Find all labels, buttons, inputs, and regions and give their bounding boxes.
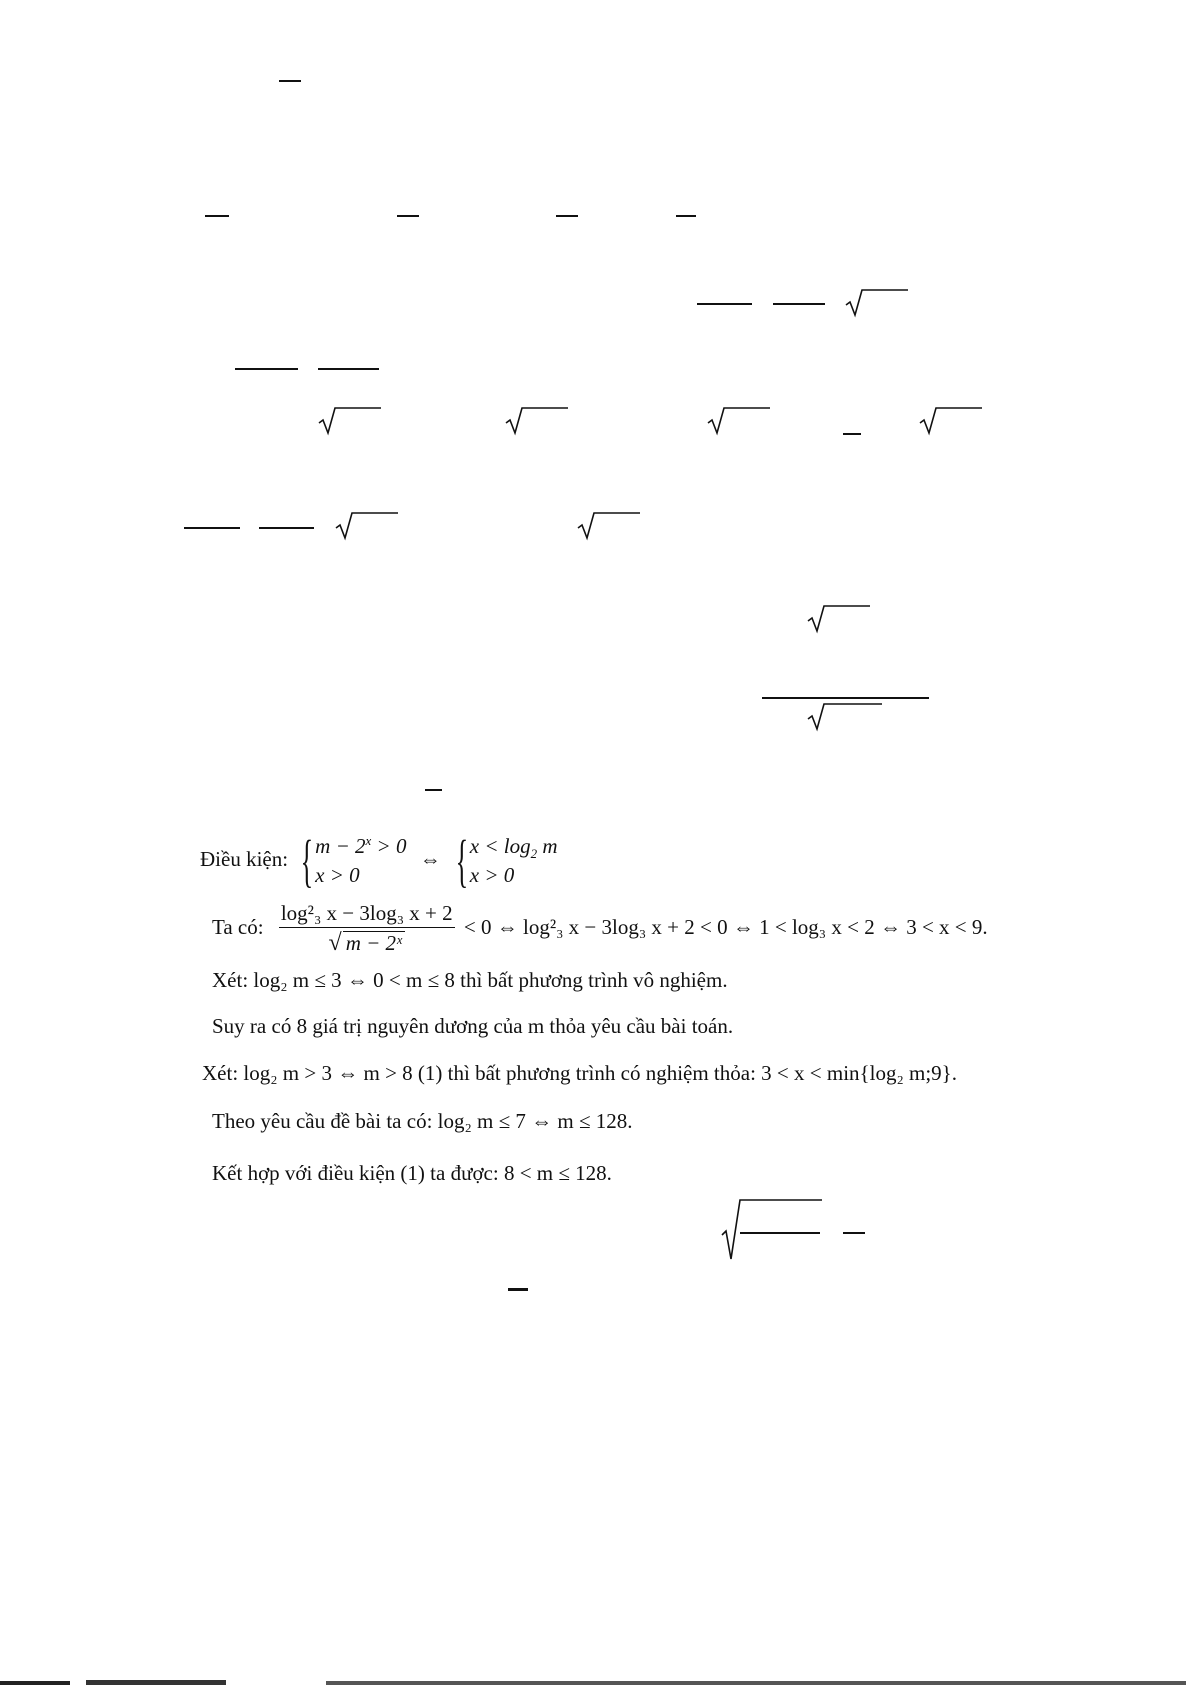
equiv-symbol: ⇔ bbox=[419, 846, 441, 871]
condition-system-left: { $m - 2^x > 0$ x > 0 bbox=[300, 828, 407, 893]
fraction-bar bbox=[697, 303, 752, 305]
case2-line: Xét: log₂ m > 3 ⇔ m > 8 (1) thì bất phương trình có nghiệm thỏa: 3 < x < min{log₂ m;9}. bbox=[202, 1061, 958, 1085]
ta-co-label: Ta có: bbox=[212, 914, 264, 939]
condition-system-right bbox=[454, 828, 558, 893]
condition-line bbox=[200, 828, 558, 893]
ta-co-fraction bbox=[279, 903, 455, 955]
fraction-bar bbox=[279, 80, 301, 82]
fraction-bar bbox=[184, 527, 240, 529]
radical-sign bbox=[846, 289, 910, 317]
fraction-bar bbox=[556, 215, 578, 217]
radical-sign bbox=[506, 407, 570, 435]
condition-left-2: x > 0 bbox=[315, 863, 360, 887]
fraction-bar bbox=[425, 789, 442, 791]
radical-sign bbox=[920, 407, 984, 435]
condition-left-1: m − 2 bbox=[315, 834, 366, 858]
requirement-line: Theo yêu cầu đề bài ta có: log₂ m ≤ 7 ⇔ m ≤ 128. bbox=[212, 1109, 633, 1133]
fraction-bar bbox=[843, 1232, 865, 1234]
condition-right-1: x < log bbox=[469, 834, 531, 858]
fraction-bar bbox=[740, 1232, 820, 1234]
scan-edge-mark bbox=[0, 1681, 70, 1685]
sqrt-icon: √ bbox=[328, 930, 342, 956]
scan-edge-mark bbox=[86, 1680, 226, 1685]
brace-icon: { bbox=[455, 828, 469, 893]
scan-edge-mark bbox=[326, 1681, 1186, 1685]
fraction-bar bbox=[259, 527, 314, 529]
brace-icon: { bbox=[300, 828, 314, 893]
ta-co-denominator: m − 2ˣ bbox=[343, 931, 405, 954]
fraction-bar bbox=[773, 303, 825, 305]
ta-co-numerator: log²₃ x − 3log₃ x + 2 bbox=[279, 903, 455, 928]
ta-co-line bbox=[212, 903, 988, 955]
combine-line: Kết hợp với điều kiện (1) ta được: 8 < m ≤ 128. bbox=[212, 1161, 612, 1185]
case1-line: Xét: log₂ m ≤ 3 ⇔ 0 < m ≤ 8 thì bất phương trình vô nghiệm. bbox=[212, 968, 728, 992]
fraction-bar bbox=[205, 215, 229, 217]
condition-left-exp: x bbox=[365, 833, 372, 848]
ta-co-rest: < 0 ⇔ log²₃ x − 3log₃ x + 2 < 0 ⇔ 1 < log₃ x < 2 ⇔ 3 < x < 9. bbox=[463, 914, 988, 939]
radical-sign bbox=[808, 605, 872, 633]
radical-sign bbox=[336, 512, 400, 540]
radical-sign bbox=[578, 512, 642, 540]
fraction-bar bbox=[843, 433, 861, 435]
condition-right-sub: 2 bbox=[530, 846, 538, 862]
fraction-bar bbox=[397, 215, 419, 217]
fraction-bar bbox=[762, 697, 929, 699]
radical-sign bbox=[808, 703, 884, 731]
radical-sign bbox=[708, 407, 772, 435]
fraction-bar bbox=[235, 368, 298, 370]
condition-right-2: x > 0 bbox=[469, 863, 515, 887]
radical-sign bbox=[319, 407, 383, 435]
condition-right-m: m bbox=[542, 834, 558, 858]
radical-sign bbox=[722, 1199, 824, 1261]
fraction-bar bbox=[318, 368, 379, 370]
fraction-bar bbox=[508, 1288, 528, 1291]
case1-result-line: Suy ra có 8 giá trị nguyên dương của m thỏa yêu cầu bài toán. bbox=[212, 1014, 734, 1038]
fraction-bar bbox=[676, 215, 696, 217]
condition-label: Điều kiện: bbox=[200, 846, 289, 871]
